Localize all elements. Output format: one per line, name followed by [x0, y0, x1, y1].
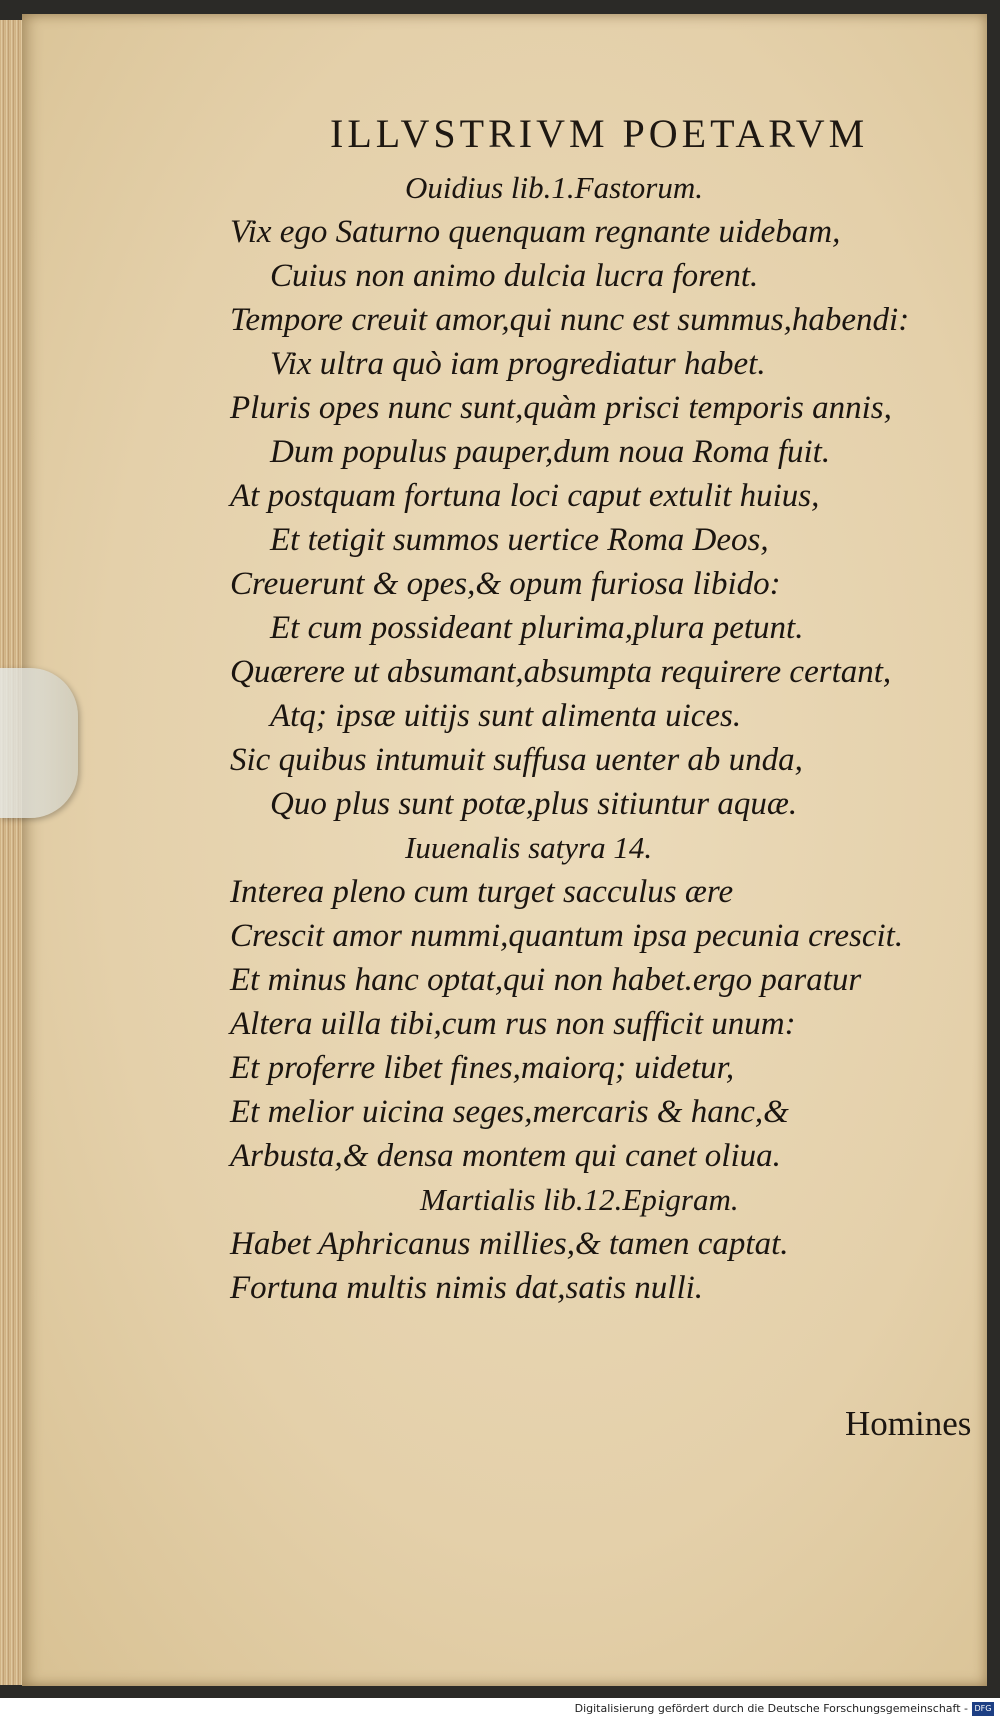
text-line: Altera uilla tibi,cum rus non sufficit unum:: [230, 1006, 796, 1042]
page-clip: [0, 668, 78, 818]
text-line: Vix ego Saturno quenquam regnante uidebam,: [230, 214, 841, 250]
text-line: Arbusta,& densa montem qui canet oliua.: [230, 1138, 781, 1174]
text-line: Creuerunt & opes,& opum furiosa libido:: [230, 566, 781, 602]
text-line: Tempore creuit amor,qui nunc est summus,habendi:: [230, 302, 910, 338]
section-heading: Iuuenalis satyra 14.: [405, 830, 653, 865]
running-head: ILLVSTRIVM POETARVM: [330, 111, 869, 156]
text-line: Fortuna multis nimis dat,satis nulli.: [230, 1270, 704, 1306]
text-line: Interea pleno cum turget sacculus ære: [230, 874, 734, 910]
text-line: Dum populus pauper,dum noua Roma fuit.: [270, 434, 831, 470]
section-heading: Ouidius lib.1.Fastorum.: [405, 170, 703, 205]
text-line: At postquam fortuna loci caput extulit huius,: [230, 478, 820, 514]
text-line: Et melior uicina seges,mercaris & hanc,&: [230, 1094, 789, 1130]
text-line: Et cum possideant plurima,plura petunt.: [270, 610, 804, 646]
text-line: Crescit amor nummi,quantum ipsa pecunia crescit.: [230, 918, 904, 954]
dfg-logo-icon: DFG: [972, 1702, 994, 1716]
text-line: Habet Aphricanus millies,& tamen captat.: [230, 1226, 789, 1262]
digitization-footer: [0, 1698, 1000, 1722]
text-line: Quærere ut absumant,absumpta requirere certant,: [230, 654, 892, 690]
book-page-edges: [0, 20, 24, 1685]
text-line: Atq; ipsæ uitijs sunt alimenta uices.: [270, 698, 742, 734]
text-line: Pluris opes nunc sunt,quàm prisci temporis annis,: [230, 390, 892, 426]
text-line: Et proferre libet fines,maiorq; uidetur,: [230, 1050, 735, 1086]
catchword: Homines: [845, 1404, 972, 1443]
text-line: Quo plus sunt potæ,plus sitiuntur aquæ.: [270, 786, 798, 822]
text-line: Vix ultra quò iam progrediatur habet.: [270, 346, 766, 382]
text-line: Cuius non animo dulcia lucra forent.: [270, 258, 759, 294]
footer-credit: Digitalisierung gefördert durch die Deutsche Forschungsgemeinschaft -: [574, 1702, 968, 1715]
section-heading: Martialis lib.12.Epigram.: [420, 1182, 739, 1217]
text-line: Et tetigit summos uertice Roma Deos,: [270, 522, 769, 558]
text-line: Et minus hanc optat,qui non habet.ergo paratur: [230, 962, 862, 998]
text-line: Sic quibus intumuit suffusa uenter ab unda,: [230, 742, 803, 778]
